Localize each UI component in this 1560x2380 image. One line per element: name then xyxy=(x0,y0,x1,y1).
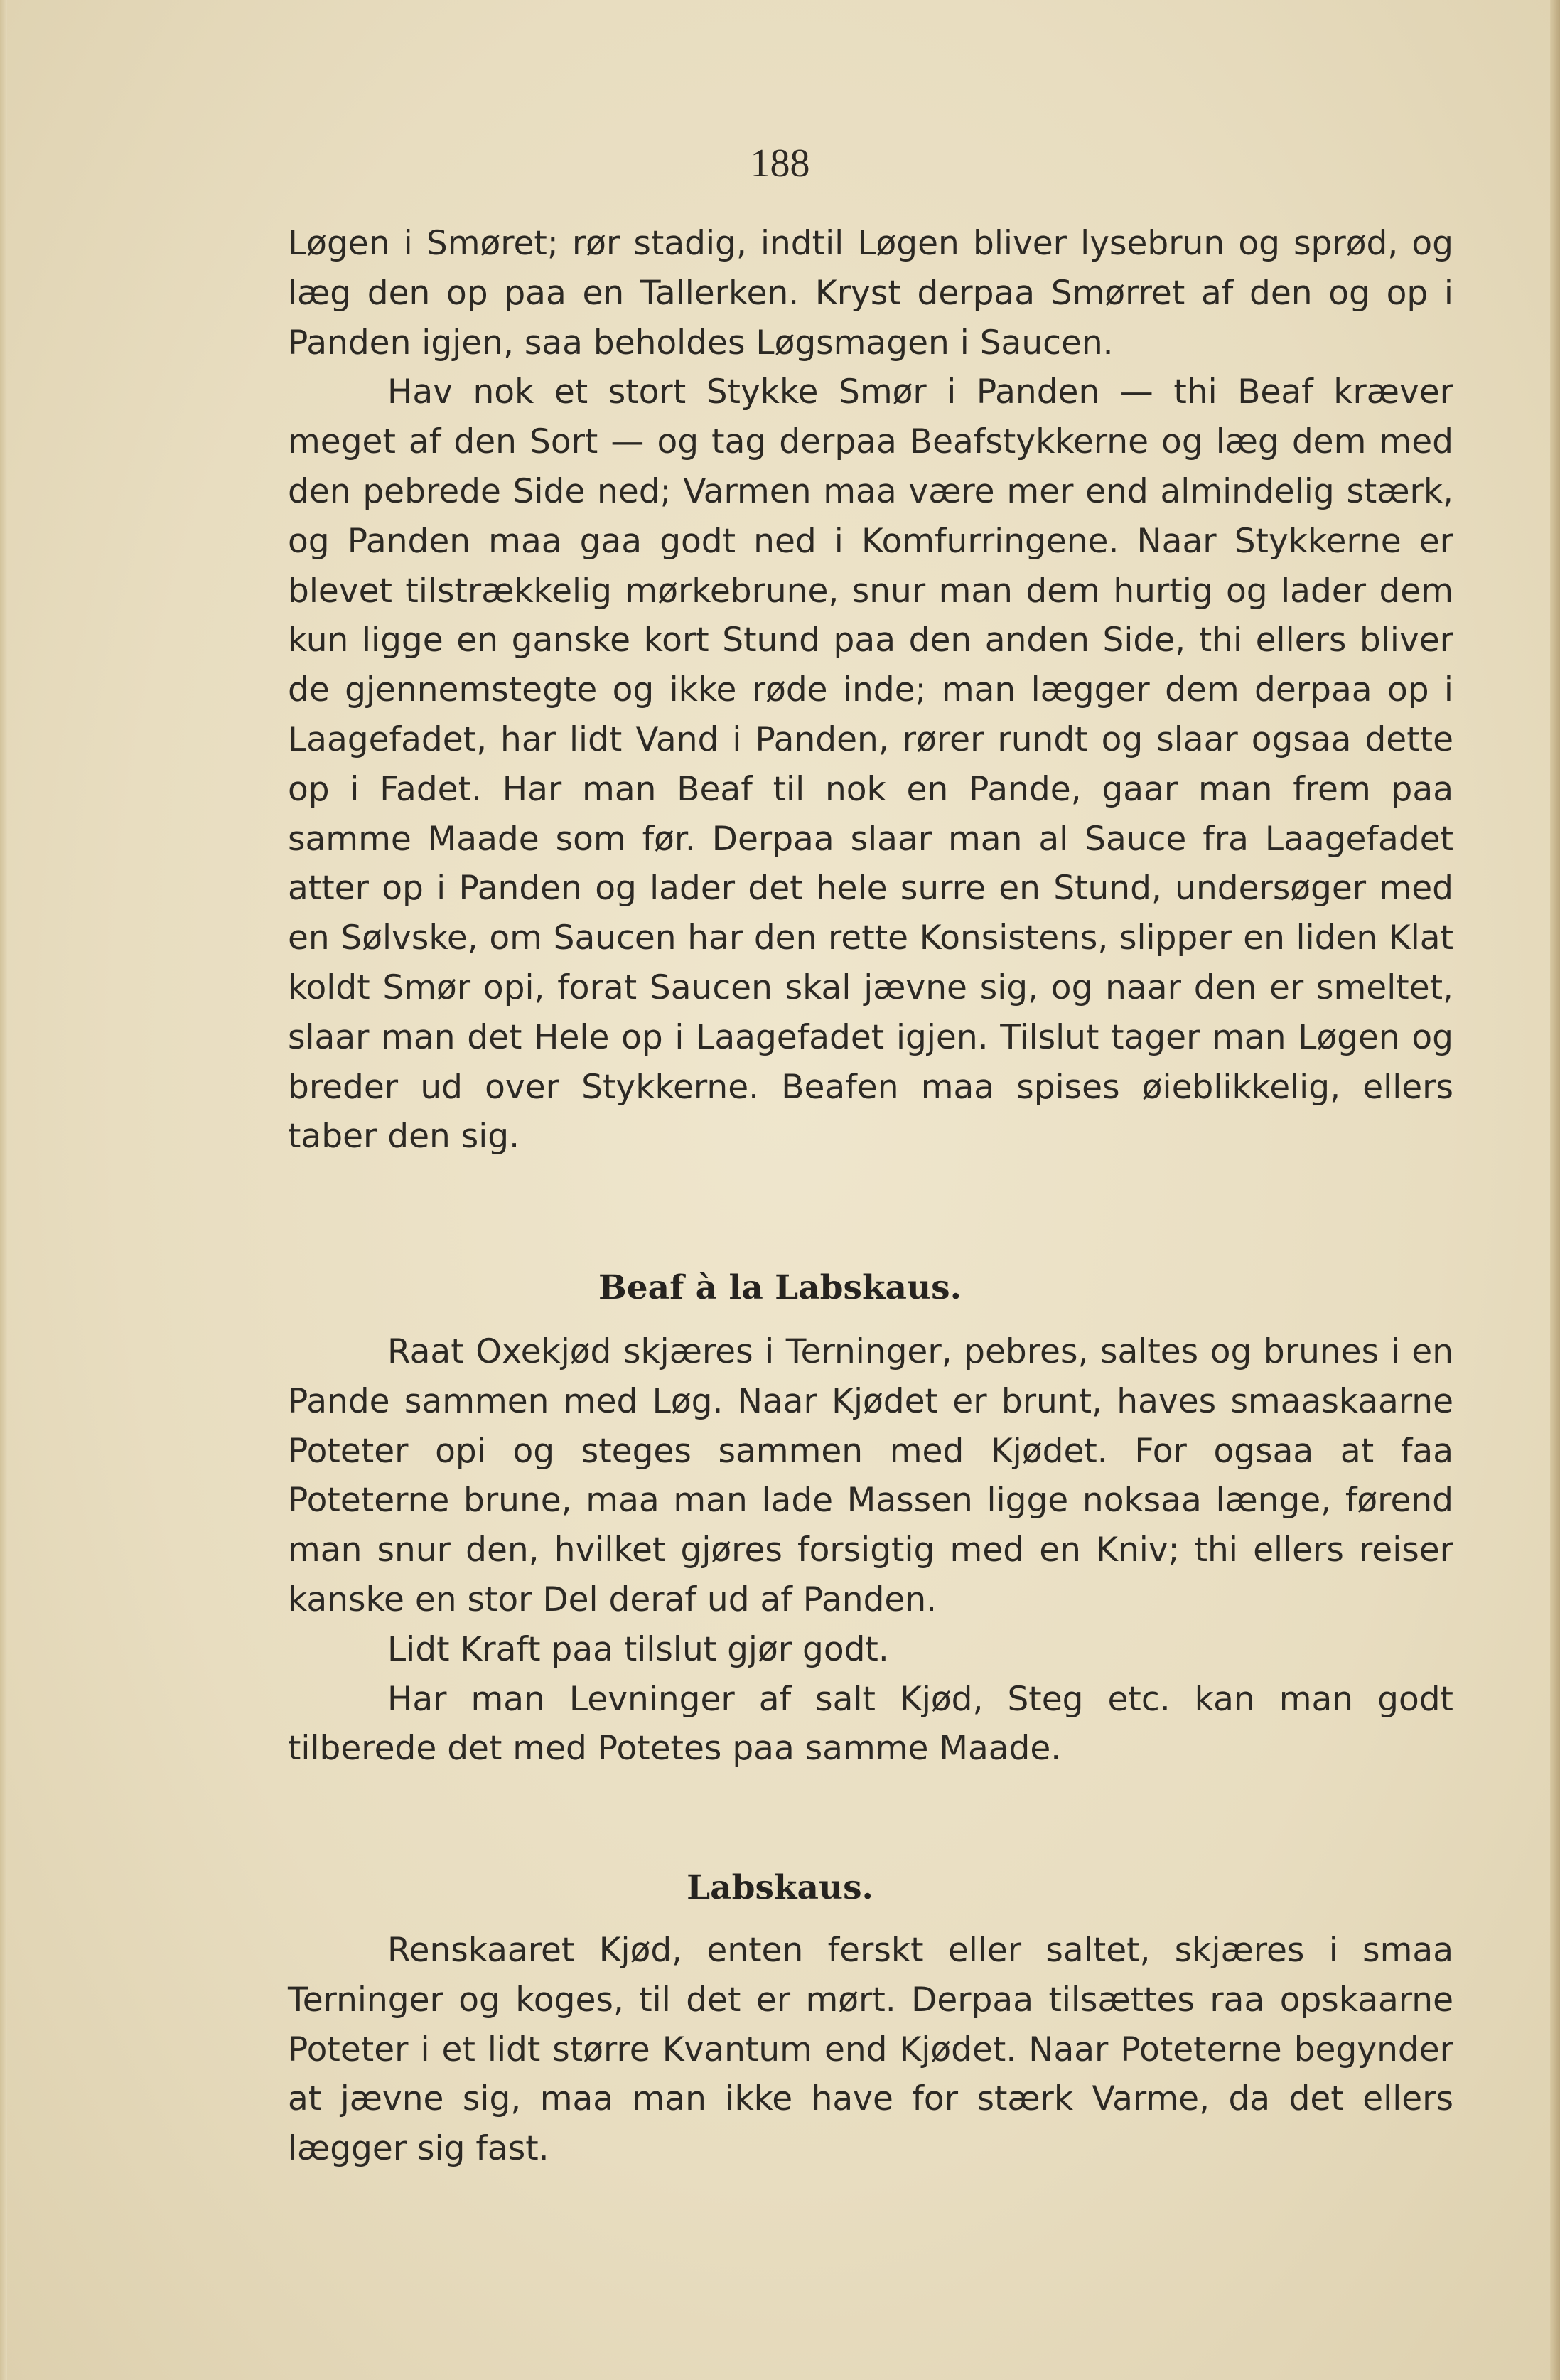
page-number: 188 xyxy=(750,141,810,186)
paragraph: Hav nok et stort Stykke Smør i Panden — thi Beaf kræver meget af den Sort — og tag derpaa Beafstykkerne og læg dem med den pebrede Side ned; Varmen maa være mer end almindelig stærk, og Panden maa gaa godt ned i Komfurringene. Naar Stykkerne er blevet tilstrækkelig mørkebrune, snur man dem hurtig og lader dem kun ligge en ganske kort Stund paa den anden Side, thi ellers bliver de gjennemstegte og ikke røde inde; man lægger dem derpaa op i Laagefadet, har lidt Vand i Panden, rører rundt og slaar ogsaa dette op i Fadet. Har man Beaf til nok en Pande, gaar man frem paa samme Maade som før. Derpaa slaar man al Sauce fra Laagefadet atter op i Panden og lader det hele surre en Stund, undersøger med en Sølvske, om Saucen har den rette Konsistens, slipper en liden Klat koldt Smør opi, forat Saucen skal jævne sig, og naar den er smeltet, slaar man det Hele op i Laagefadet igjen. Tilslut tager man Løgen og breder ud over Stykkerne. Beafen maa spises øieblikkelig, ellers taber den sig. xyxy=(288,372,1453,1157)
page-left-edge xyxy=(0,0,7,2380)
recipe-heading-beaf-a-la-labskaus: Beaf à la Labskaus. xyxy=(598,1268,962,1307)
recipe-text-beaf-a-la-labskaus xyxy=(288,1327,1453,1774)
recipe-heading-labskaus: Labskaus. xyxy=(687,1868,873,1907)
paragraph: Raat Oxekjød skjæres i Terninger, pebres, saltes og brunes i en Pande sammen med Løg. Naar Kjødet er brunt, haves smaaskaarne Poteter opi og steges sammen med Kjødet. For ogsaa at faa Poteterne brune, maa man lade Massen ligge noksaa længe, førend man snur den, hvilket gjøres forsigtig med en Kniv; thi ellers reiser kanske en stor Del deraf ud af Panden. xyxy=(288,1332,1453,1619)
recipe-text-labskaus xyxy=(288,1926,1453,2174)
paragraph: Renskaaret Kjød, enten ferskt eller saltet, skjæres i smaa Terninger og koges, til det er mørt. Derpaa tilsættes raa opskaarne Poteter i et lidt større Kvantum end Kjødet. Naar Poteterne begynder at jævne sig, maa man ikke have for stærk Varme, da det ellers lægger sig fast. xyxy=(288,1931,1453,2169)
paragraph: Lidt Kraft paa tilslut gjør godt. xyxy=(387,1629,889,1669)
paragraph: Har man Levninger af salt Kjød, Steg etc. kan man godt tilberede det med Potetes paa samme Maade. xyxy=(288,1679,1453,1769)
paragraph: Løgen i Smøret; rør stadig, indtil Løgen bliver lysebrun og sprød, og læg den op paa en Tallerken. Kryst derpaa Smørret af den og op i Panden igjen, saa beholdes Løgsmagen i Saucen. xyxy=(288,224,1453,363)
page-right-edge xyxy=(1550,0,1560,2380)
recipe-continuation-text xyxy=(288,219,1453,1162)
